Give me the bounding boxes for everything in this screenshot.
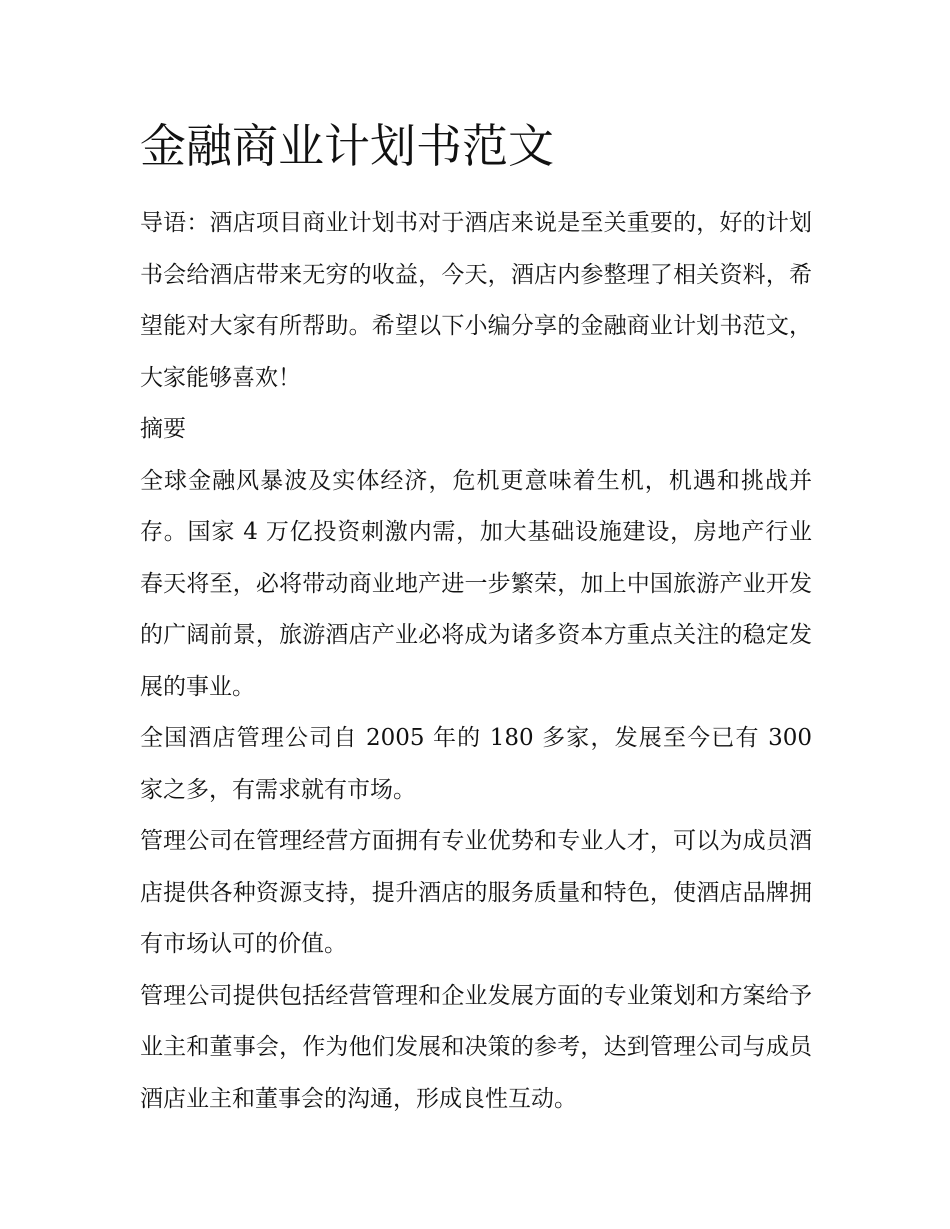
paragraph-intro: 导语：酒店项目商业计划书对于酒店来说是至关重要的，好的计划书会给酒店带来无穷的收益，今天，酒店内参整理了相关资料，希望能对大家有所帮助。希望以下小编分享的金融商业计划书范文，大家能够喜欢！ <box>140 210 812 391</box>
paragraph-management-services: 管理公司提供包括经营管理和企业发展方面的专业策划和方案给予业主和董事会，作为他们发展和决策的参考，达到管理公司与成员酒店业主和董事会的沟通，形成良性互动。 <box>140 982 812 1112</box>
document-title: 金融商业计划书范文 <box>140 119 554 173</box>
paragraph-management-advantage: 管理公司在管理经营方面拥有专业优势和专业人才，可以为成员酒店提供各种资源支持，提升酒店的服务质量和特色，使酒店品牌拥有市场认可的价值。 <box>140 828 812 957</box>
paragraph-financial-crisis: 全球金融风暴波及实体经济，危机更意味着生机，机遇和挑战并存。国家 4 万亿投资刺激内需，加大基础设施建设，房地产行业春天将至，必将带动商业地产进一步繁荣，加上中国旅游产业开发的广阔前景，旅游酒店产业必将成为诸多资本方重点关注的稳定发展的事业。 <box>140 467 812 700</box>
paragraph-hotel-companies: 全国酒店管理公司自 2005 年的 180 多家，发展至今已有 300 家之多，有需求就有市场。 <box>140 725 812 803</box>
document-body <box>140 198 812 1125</box>
paragraph-abstract-heading: 摘要 <box>140 416 186 442</box>
